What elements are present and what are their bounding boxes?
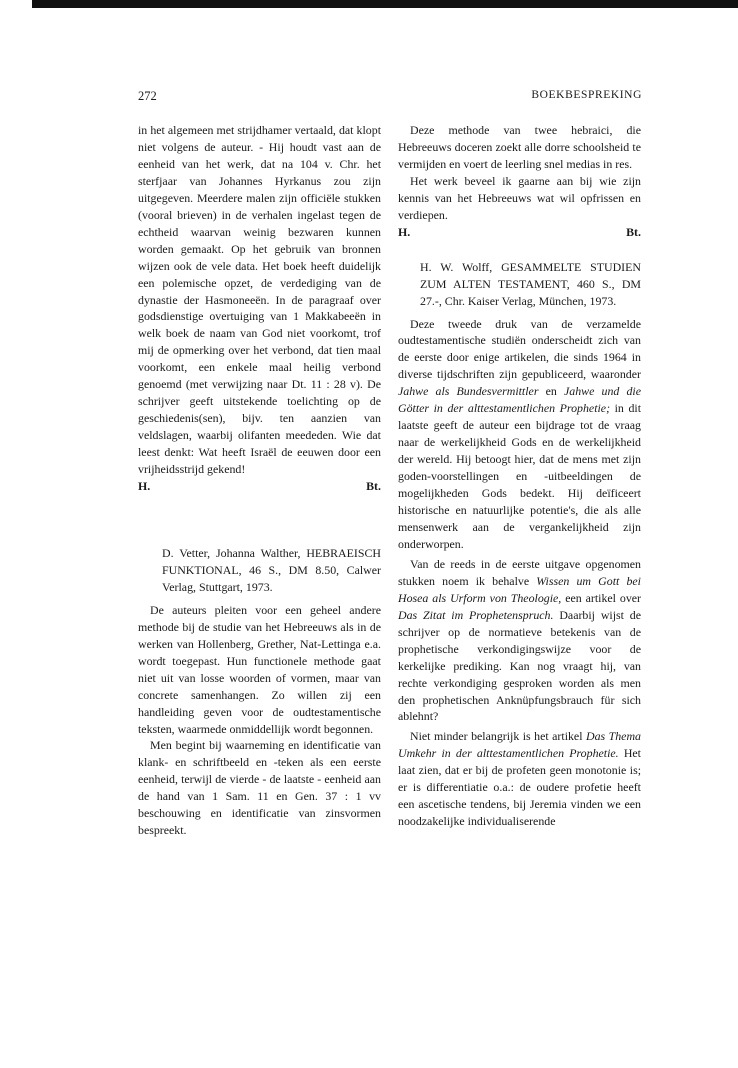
- signature-initial: H.: [398, 224, 411, 239]
- left-signature-1: [138, 478, 381, 495]
- left-paragraph-1: in het algemeen met strijdhamer vertaald, dat klopt niet volgens de auteur. - Hij houdt vast aan de eenheid van het werk, dat na 104 v. Chr. het sterfjaar van Johannes Hyrkanus zou zijn uitgegeven. Meerdere malen zijn officiële stukken (vooral brieven) in de verhalen ingelast tegen de echtheid waarvan weinig bezwaren kunnen worden gemaakt. Op het gebruik van bronnen wijzen ook de vele data. Het boek heeft duidelijk een polemische opzet, de verdediging van de dynastie der Hasmoneeën. In de paragraaf over godsdienstige overtuiging van 1 Makkabeeën in welk boek de naam van God niet voorkomt, trof mij de opmerking over het verbond, dat tien maal voorkomt, een enkele maal heilig verbond genoemd (met verwijzing naar Dt. 11 : 28 v). De schrijver geeft uitstekende toelichting op de geschiedenis(sen), bijv. ten aanzien van veldslagen, waarbij olifanten meededen. Wie dat leest denkt: Wat heeft Israël de eeuwen door een vrijheidsstrijd gekend!: [138, 123, 381, 477]
- running-head: BOEKBESPREKING: [531, 89, 642, 101]
- review-heading-wolff: H. W. Wolff, GESAMMELTE STUDIEN ZUM ALTEN TESTAMENT, 460 S., DM 27.-, Chr. Kaiser Verlag, München, 1973.: [420, 259, 641, 308]
- right-paragraph-2: Het werk beveel ik gaarne aan bij wie zijn kennis van het Hebreeuws wat wil opfrissen en verdiepen.: [398, 173, 641, 222]
- title-italic: Jahwe und die Götter in der alttestamentlichen Prophetie;: [398, 384, 642, 416]
- title-italic: Wissen um Gott bei Hosea als Urform von Theologie,: [398, 573, 641, 605]
- right-paragraph-3: Deze tweede druk van de verzamelde oudtestamentische studiën onderscheidt zich van de eerste door enige artikelen, die sinds 1964 in diverse tijdschriften zijn gepubliceerd, waaronder Jahwe als Bundesvermittler en Jahwe und die Götter in der alttestamentlichen Prophetie; in dit laatste geeft de auteur een bijdrage tot de vraag naar de werkelijkheid Gods en de werkelijkheid der wereld. Hij betoogt hier, dat de mens met zijn goden-voorstellingen en -uitbeeldingen de mogelijkheden Gods bedekt. Hij deïficeert historische en natuurlijke potentie's, die als alle mensenwerk aan de vergankelijkheid zijn onderworpen.: [398, 316, 642, 551]
- left-paragraph-2: De auteurs pleiten voor een geheel andere methode bij de studie van het Hebreeuws als in de werken van Hollenberg, Grether, Nat-Lettinga e.a. wordt toegepast. Hun functionele methode gaat niet uit van losse woorden of vormen, maar van concrete samenhangen. Zo willen zij een handleiding geven voor de oudtestamentische teksten, waarmede onmiddellijk wordt begonnen.: [138, 602, 381, 736]
- signature-initial: H.: [138, 479, 151, 494]
- signature-name: Bt.: [366, 479, 381, 494]
- title-italic: Jahwe als Bundesvermittler: [398, 384, 539, 399]
- left-paragraph-3: Men begint bij waarneming en identificatie van klank- en schriftbeeld en -teken als een eerste eenheid, terwijl de vierde - de laatste - eenheid aan de hand van 1 Sam. 11 en Gen. 37 : 1 vv beschouwing en identificatie van zinsvormen bespreekt.: [138, 738, 381, 838]
- review-heading-vetter: D. Vetter, Johanna Walther, HEBRAEISCH FUNKTIONAL, 46 S., DM 8.50, Calwer Verlag, Stuttgart, 1973.: [162, 545, 381, 594]
- right-paragraph-1: Deze methode van twee hebraici, die Hebreeuws doceren zoekt alle dorre schoolsheid te vermijden en voert de leerling snel medias in res.: [398, 123, 641, 171]
- right-paragraph-4: Van de reeds in de eerste uitgave opgenomen stukken noem ik behalve Wissen um Gott bei Hosea als Urform von Theologie, een artikel over Das Zitat im Prophetenspruch. Daarbij wijst de schrijver op de normatieve betekenis van de prophetische verkondigingswijze voor de kerkelijke prediking. Kan nog vraagt hij, van rechte verkondiging gesproken worden als men den prophetischen Anknüpfungsbrauch für sich ablehnt?: [398, 556, 642, 724]
- page-number: 272: [138, 89, 157, 103]
- right-paragraph-5: Niet minder belangrijk is het artikel Das Thema Umkehr in der alttestamentlichen Prophetie. Het laat zien, dat er bij de profeten geen monotonie is; er is differentiatie o.a.: de oudere profetie heeft een ascetische tendens, bij Jeremia vinden we een noodzakelijke individualiserende: [398, 729, 641, 829]
- right-signature-1: [398, 224, 641, 241]
- left-column: [138, 122, 381, 839]
- right-column: [398, 122, 641, 830]
- top-border-rule: [32, 0, 738, 8]
- title-italic: Das Thema Umkehr in der alttestamentlichen Prophetie.: [398, 729, 641, 761]
- title-italic: Das Zitat im Prophetenspruch.: [398, 607, 554, 622]
- signature-name: Bt.: [626, 224, 641, 239]
